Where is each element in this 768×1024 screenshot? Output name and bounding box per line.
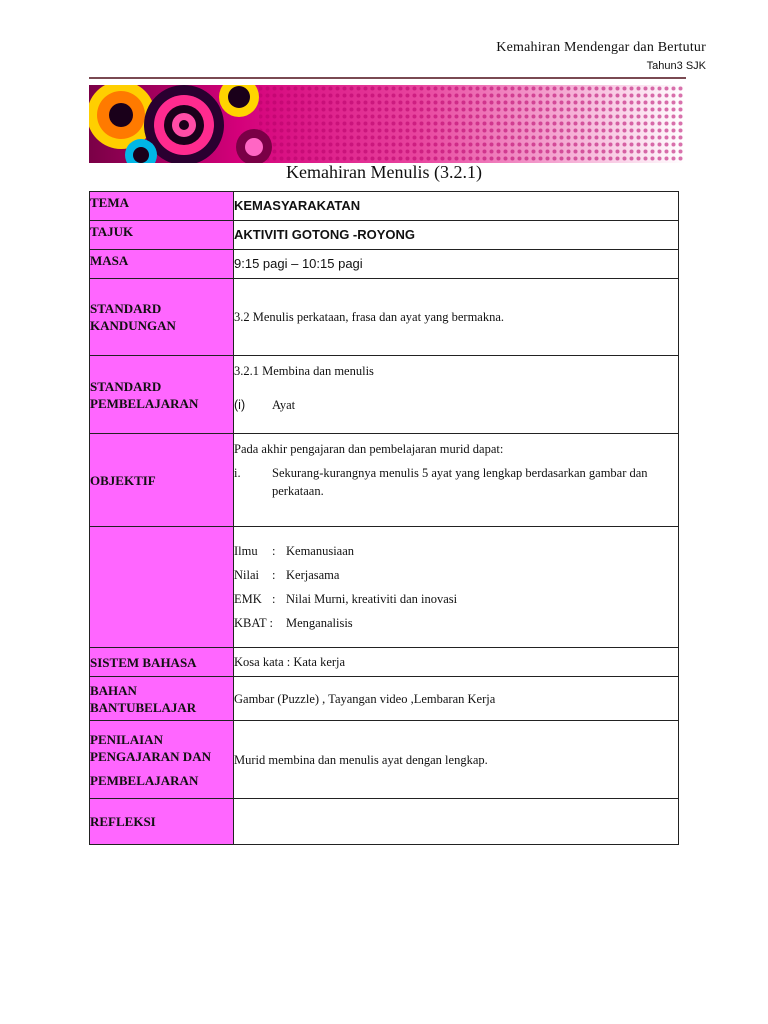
objektif-intro: Pada akhir pengajaran dan pembelajaran murid dapat: xyxy=(234,442,504,456)
label-standard-kandungan: STANDARD KANDUNGAN xyxy=(90,279,234,356)
value-refleksi xyxy=(234,799,679,845)
row-tema xyxy=(90,192,679,221)
label-sistem-bahasa: SISTEM BAHASA xyxy=(90,648,234,677)
sp-line: 3.2.1 Membina dan menulis xyxy=(234,364,374,378)
value-sistem-bahasa: Kosa kata : Kata kerja xyxy=(234,648,679,677)
header-rule xyxy=(89,77,686,79)
value-masa: 9:15 pagi – 10:15 pagi xyxy=(234,250,679,279)
value-objektif xyxy=(234,434,679,527)
objektif-item-number: i. xyxy=(234,466,241,480)
row-bahan xyxy=(90,677,679,721)
value-penilaian: Murid membina dan menulis ayat dengan lengkap. xyxy=(234,721,679,799)
elemen-colon: : xyxy=(272,544,276,558)
objektif-item-text: Sekurang-kurangnya menulis 5 ayat yang lengkap berdasarkan gambar dan perkataan. xyxy=(272,466,648,498)
elemen-key: EMK xyxy=(234,592,262,606)
row-elemen xyxy=(90,527,679,648)
elemen-value: Kemanusiaan xyxy=(286,544,355,558)
label-elemen xyxy=(90,527,234,648)
elemen-colon: : xyxy=(272,592,276,606)
label-tema: TEMA xyxy=(90,192,234,221)
value-tema: KEMASYARAKATAN xyxy=(234,192,679,221)
elemen-value: Menganalisis xyxy=(286,616,353,630)
value-standard-kandungan: 3.2 Menulis perkataan, frasa dan ayat yang bermakna. xyxy=(234,279,679,356)
label-penilaian-line2: PEMBELAJARAN xyxy=(90,772,199,788)
value-elemen xyxy=(234,527,679,648)
row-standard-kandungan xyxy=(90,279,679,356)
label-penilaian xyxy=(90,721,234,799)
row-masa xyxy=(90,250,679,279)
sp-item-text: Ayat xyxy=(272,398,296,412)
lesson-plan-table xyxy=(89,191,679,845)
value-standard-pembelajaran xyxy=(234,356,679,434)
label-refleksi: REFLEKSI xyxy=(90,799,234,845)
elemen-key: Ilmu xyxy=(234,544,258,558)
row-refleksi xyxy=(90,799,679,845)
sp-item-number: (i) xyxy=(234,398,246,412)
decorative-banner xyxy=(89,85,685,163)
row-tajuk xyxy=(90,221,679,250)
row-standard-pembelajaran xyxy=(90,356,679,434)
label-bahan: BAHAN BANTUBELAJAR xyxy=(90,677,234,721)
label-tajuk: TAJUK xyxy=(90,221,234,250)
elemen-key: Nilai xyxy=(234,568,259,582)
elemen-colon: : xyxy=(272,568,276,582)
row-objektif xyxy=(90,434,679,527)
header-subtitle: Tahun3 SJK xyxy=(646,60,706,72)
elemen-value: Kerjasama xyxy=(286,568,340,582)
value-tajuk: AKTIVITI GOTONG -ROYONG xyxy=(234,221,679,250)
elemen-value: Nilai Murni, kreativiti dan inovasi xyxy=(286,592,458,606)
label-masa: MASA xyxy=(90,250,234,279)
value-bahan: Gambar (Puzzle) , Tayangan video ,Lembaran Kerja xyxy=(234,677,679,721)
row-sistem-bahasa xyxy=(90,648,679,677)
label-standard-pembelajaran: STANDARD PEMBELAJARAN xyxy=(90,356,234,434)
elemen-key: KBAT : xyxy=(234,616,274,630)
document-title: Kemahiran Menulis (3.2.1) xyxy=(286,162,482,182)
row-penilaian xyxy=(90,721,679,799)
header-title: Kemahiran Mendengar dan Bertutur xyxy=(496,40,706,55)
label-objektif: OBJEKTIF xyxy=(90,434,234,527)
label-penilaian-line1: PENILAIAN PENGAJARAN DAN xyxy=(90,731,211,764)
